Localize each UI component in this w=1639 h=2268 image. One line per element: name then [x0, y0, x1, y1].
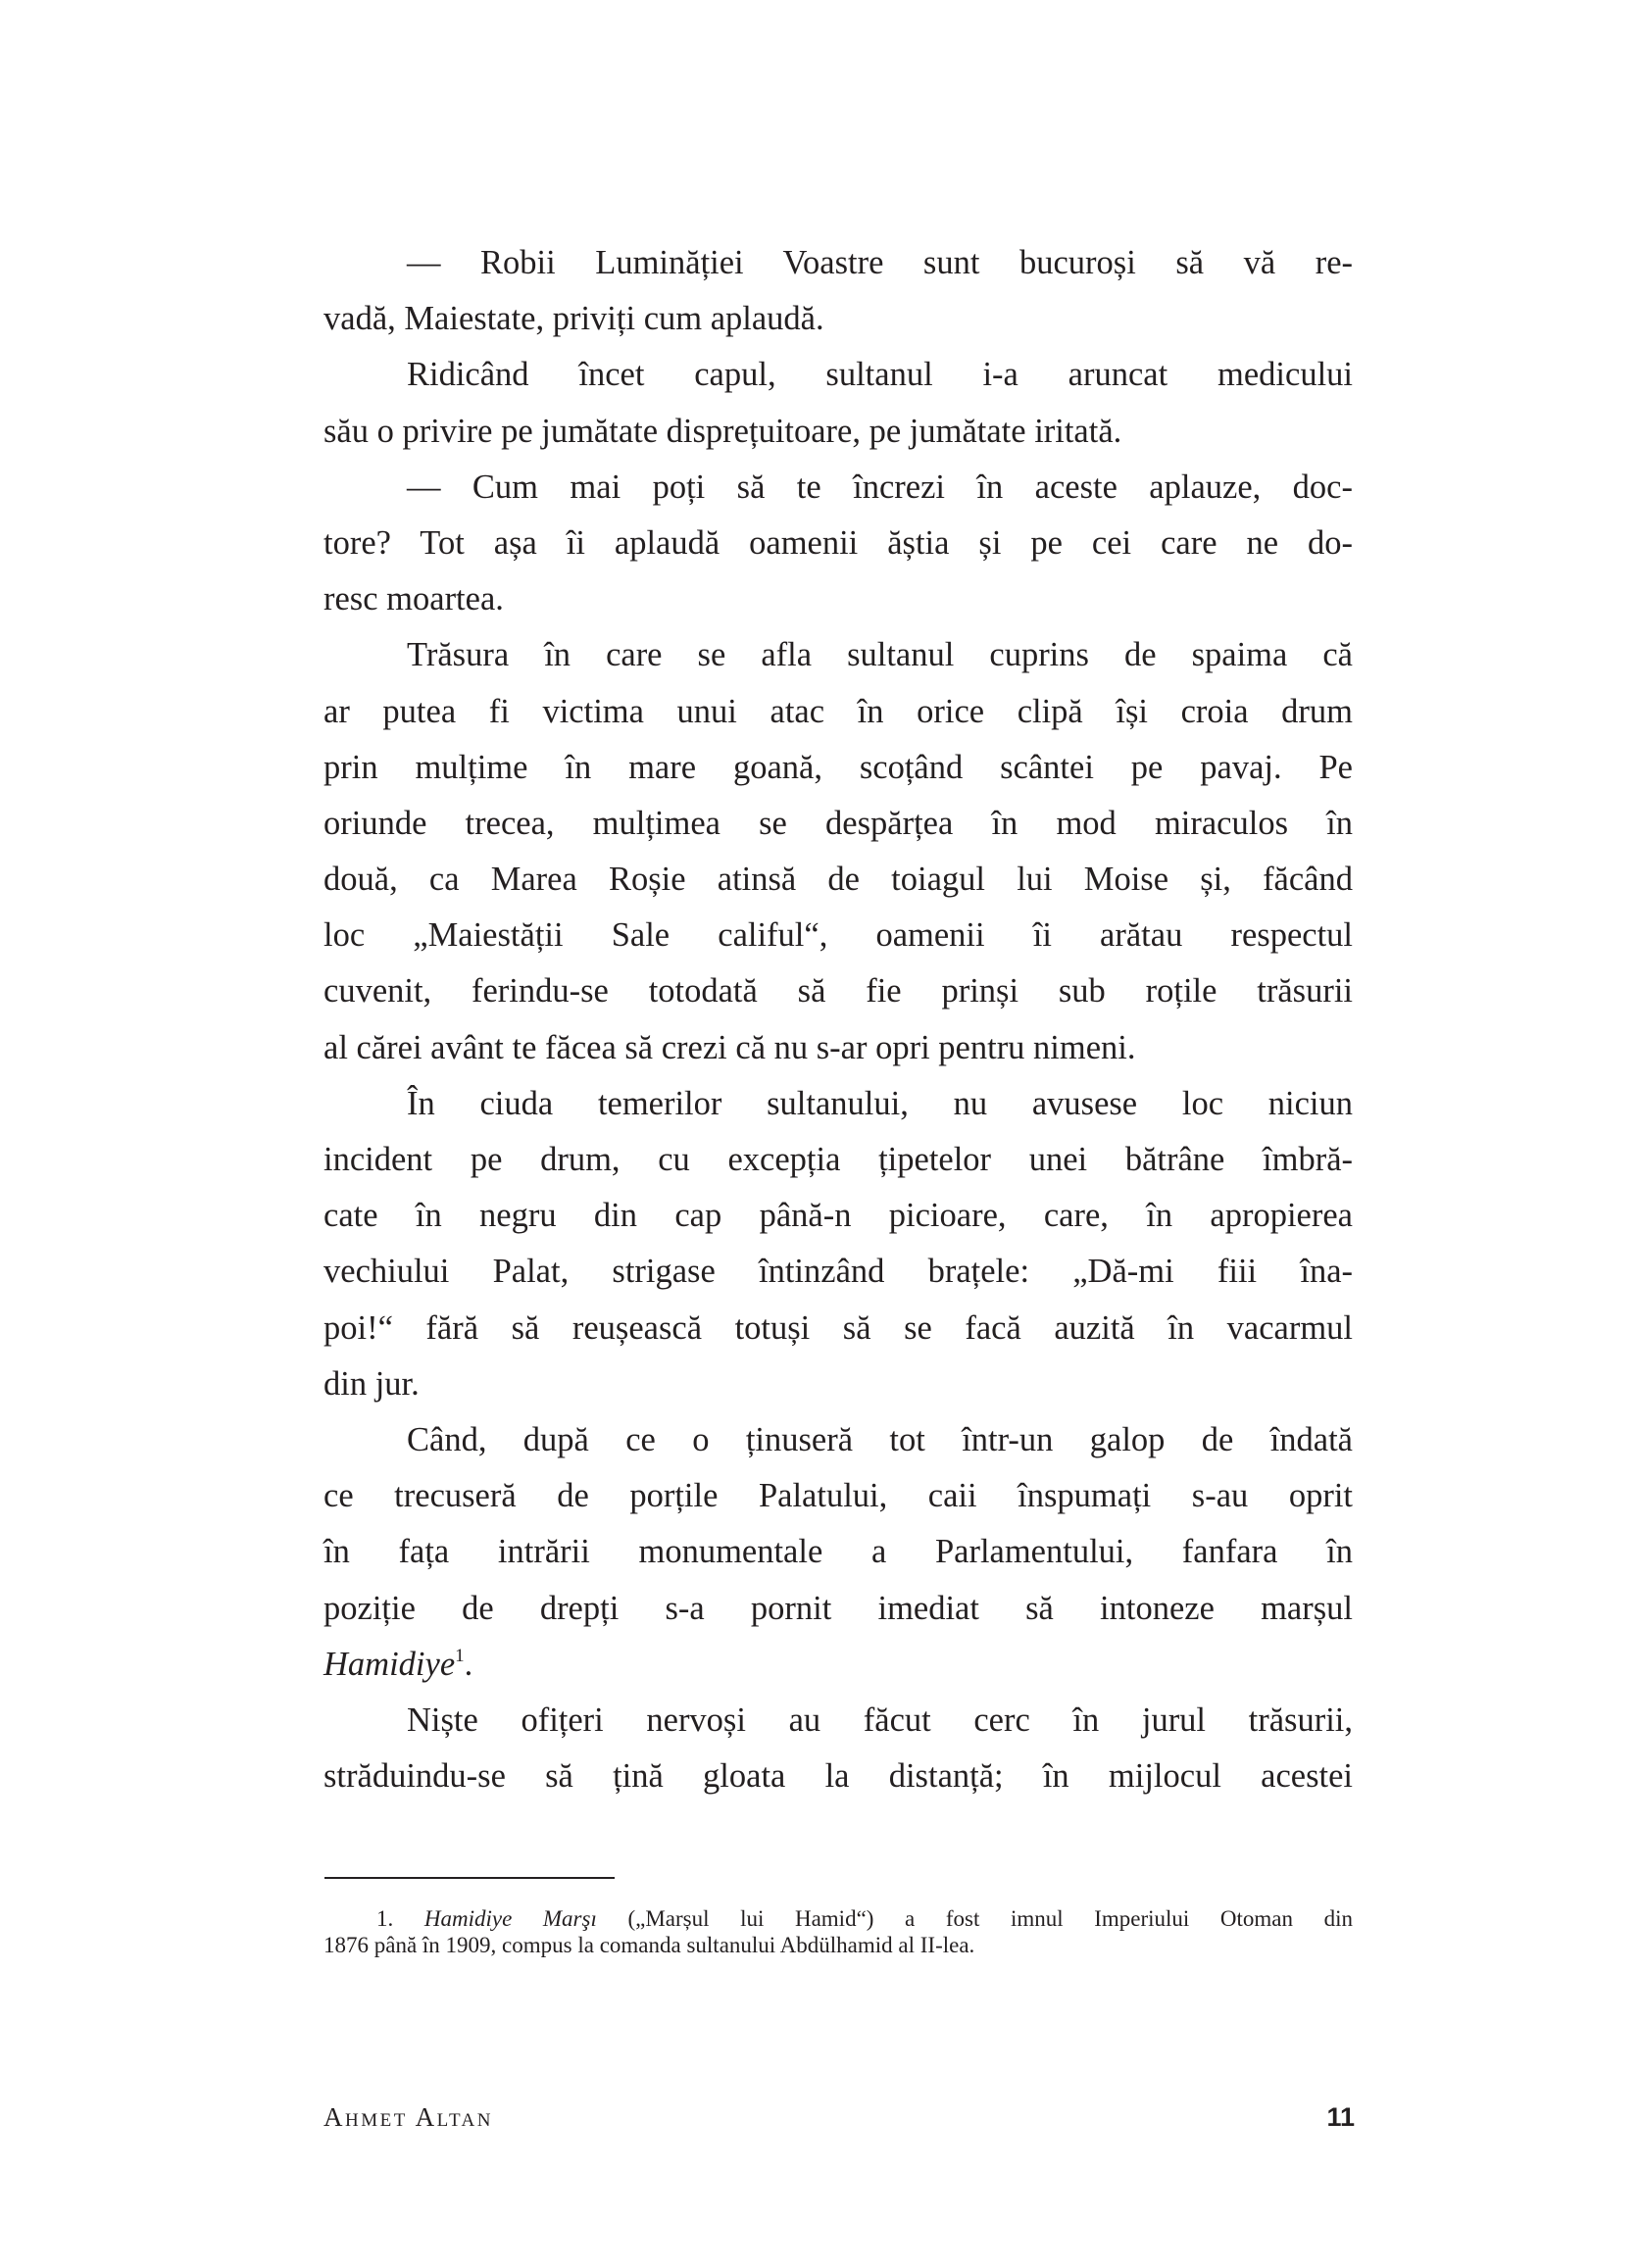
text-line: prin mulțime în mare goană, scoțând scântei pe pavaj. Pe	[323, 748, 1353, 786]
text-line: oriunde trecea, mulțimea se despărțea în mod miraculos în	[323, 804, 1353, 842]
body-text	[323, 235, 1353, 1804]
text-line: cate în negru din cap până-n picioare, care, în apropierea	[323, 1197, 1353, 1235]
text-line: al cărei avânt te făcea să crezi că nu s-ar opri pentru nimeni.	[323, 1028, 1136, 1066]
text-line: său o privire pe jumătate disprețuitoare, pe jumătate iritată.	[323, 412, 1122, 450]
text-line	[323, 1637, 1353, 1693]
footnote-number: 1.	[376, 1906, 394, 1931]
text-line: Trăsura în care se afla sultanul cuprins de spaima că	[407, 636, 1353, 674]
punctuation: .	[464, 1645, 473, 1683]
text-line: incident pe drum, cu excepția țipetelor unei bătrâne îmbră-	[323, 1141, 1353, 1178]
page-number: 11	[1326, 2102, 1355, 2132]
text-line: străduindu-se să țină gloata la distanță; în mijlocul acestei	[323, 1757, 1353, 1796]
text-line: poi!“ fără să reușească totuși să se facă auzită în vacarmul	[323, 1308, 1353, 1347]
text-line: poziție de drepți s-a pornit imediat să intoneze marșul	[323, 1589, 1353, 1627]
text-line: Niște ofițeri nervoși au făcut cerc în jurul trăsurii,	[407, 1701, 1353, 1739]
text-line: din jur.	[323, 1364, 420, 1403]
text-line: cuvenit, ferindu-se totodată să fie prinși sub roțile trăsurii	[323, 972, 1353, 1011]
footnote-line: 1876 până în 1909, compus la comanda sultanului Abdülhamid al II-lea.	[323, 1933, 975, 1957]
running-footer	[323, 2097, 1355, 2137]
footnote-text: („Marșul lui Hamid“) a fost imnul Imperiului Otoman din	[627, 1906, 1354, 1931]
footnote-title: Hamidiye Marşı	[423, 1906, 597, 1931]
text-line: tore? Tot așa îi aplaudă oamenii ăștia și pe cei care ne do-	[323, 523, 1353, 562]
text-line: Când, după ce o ținuseră tot într-un galop de îndată	[407, 1420, 1353, 1458]
footnote-line	[323, 1905, 1353, 1932]
text-line: — Cum mai poți să te încrezi în aceste aplauze, doc-	[407, 468, 1353, 506]
text-line: în fața intrării monumentale a Parlamentului, fanfara în	[323, 1533, 1353, 1571]
author-name: Ahmet Altan	[323, 2102, 493, 2132]
footnote-reference[interactable]: 1	[455, 1645, 465, 1666]
text-line: În ciuda temerilor sultanului, nu avusese loc niciun	[407, 1084, 1353, 1122]
text-line: vadă, Maiestate, priviți cum aplaudă.	[323, 300, 824, 338]
footnotes	[323, 1905, 1353, 1958]
text-line: ar putea fi victima unui atac în orice clipă își croia drum	[323, 692, 1353, 730]
text-line: — Robii Luminăției Voastre sunt bucuroși să vă re-	[407, 244, 1353, 281]
text-line: două, ca Marea Roșie atinsă de toiagul lui Moise și, făcând	[323, 861, 1353, 899]
text-line: vechiului Palat, strigase întinzând brațele: „Dă-mi fiii îna-	[323, 1253, 1353, 1291]
text-line: resc moartea.	[323, 580, 504, 618]
italic-term: Hamidiye	[323, 1645, 456, 1683]
text-line: Ridicând încet capul, sultanul i-a aruncat medicului	[407, 356, 1353, 394]
footnote-separator	[324, 1877, 615, 1879]
text-line: ce trecuseră de porțile Palatului, caii înspumați s-au oprit	[323, 1477, 1353, 1515]
text-line: loc „Maiestății Sale califul“, oamenii îi arătau respectul	[323, 916, 1353, 955]
